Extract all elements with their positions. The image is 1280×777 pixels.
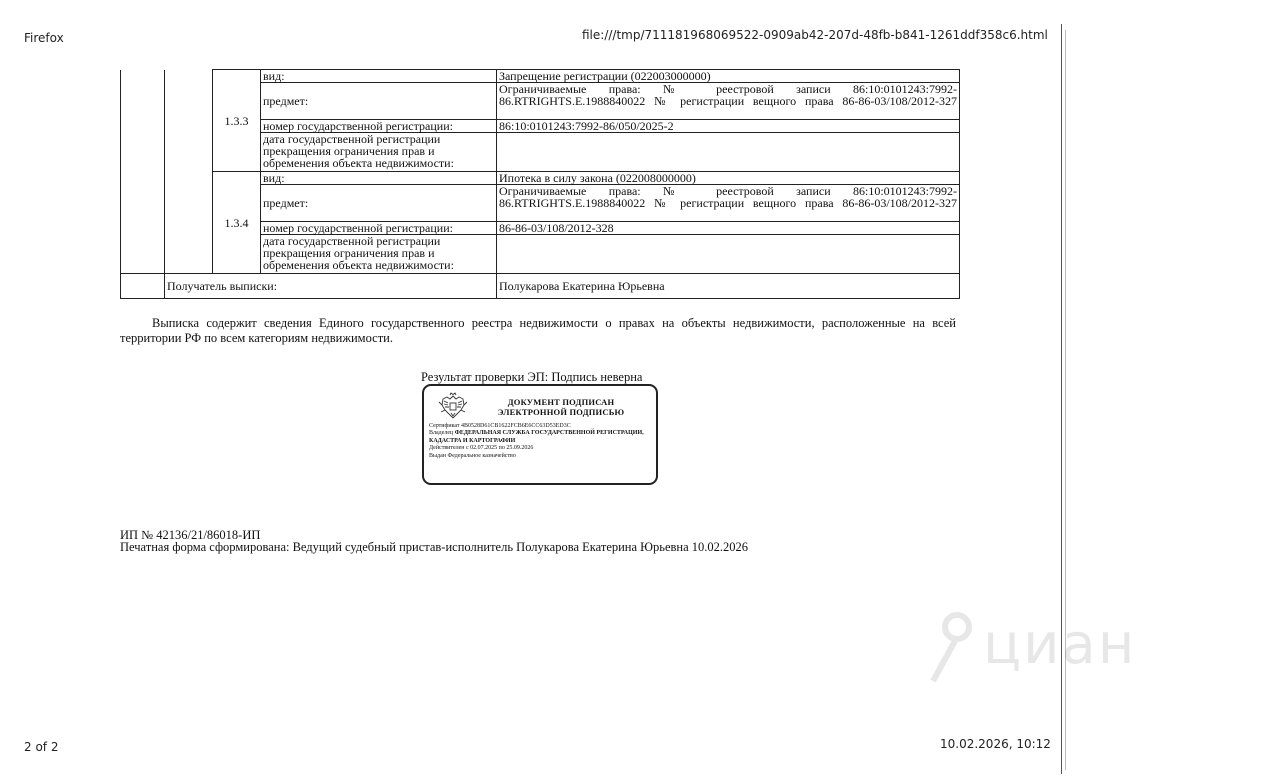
regnum-label: номер государственной регистрации: bbox=[261, 222, 497, 235]
entry-number: 1.3.3 bbox=[213, 70, 261, 172]
margin-cell bbox=[121, 70, 165, 274]
recipient-label: Получатель выписки: bbox=[165, 274, 497, 299]
section-cell bbox=[165, 70, 213, 274]
stamp-title-line2: ЭЛЕКТРОННОЙ ПОДПИСЬЮ bbox=[497, 407, 625, 417]
termination-value bbox=[497, 133, 960, 172]
owner-prefix: Владелец bbox=[429, 430, 454, 437]
stamp-title bbox=[476, 397, 646, 417]
table-row bbox=[121, 70, 960, 83]
stamp-title-line1: ДОКУМЕНТ ПОДПИСАН bbox=[507, 397, 615, 407]
subject-value: Ограничиваемые права: № реестровой записи 86:10:0101243:7992-86.RTRIGHTS.E.1988840022 № регистрации вещного права 86-86-03/108/2012-327 bbox=[497, 185, 960, 222]
certificate-id: Сертификат 4B0528D61CB1622FCB6E6CC63D53ED3C bbox=[429, 423, 571, 429]
subject-value: Ограничиваемые права: № реестровой записи 86:10:0101243:7992-86.RTRIGHTS.E.1988840022 № регистрации вещного права 86-86-03/108/2012-327 bbox=[497, 83, 960, 120]
page-counter: 2 of 2 bbox=[24, 740, 59, 754]
print-datetime: 10.02.2026, 10:12 bbox=[940, 737, 1051, 751]
page-edge-line bbox=[1061, 24, 1062, 774]
type-value: Ипотека в силу закона (022008000000) bbox=[497, 172, 960, 185]
regnum-label: номер государственной регистрации: bbox=[261, 120, 497, 133]
watermark bbox=[925, 607, 1145, 687]
case-number: ИП № 42136/21/86018-ИП bbox=[120, 528, 261, 542]
table-row bbox=[121, 172, 960, 185]
registry-table bbox=[120, 69, 960, 299]
electronic-signature-stamp bbox=[422, 384, 658, 485]
owner-name: ФЕДЕРАЛЬНАЯ СЛУЖБА ГОСУДАРСТВЕННОЙ РЕГИСТРАЦИИ, КАДАСТРА И КАРТОГРАФИИ bbox=[429, 430, 644, 444]
signature-check-result: Результат проверки ЭП: Подпись неверна bbox=[421, 370, 643, 384]
termination-label: дата государственной регистрации прекращения ограничения прав и обременения объекта недвижимости: bbox=[261, 133, 497, 172]
type-label: вид: bbox=[261, 172, 497, 185]
coat-of-arms-icon bbox=[438, 392, 468, 422]
summary-note: Выписка содержит сведения Единого государственного реестра недвижимости о правах на объекты недвижимости, расположенные на всей территории РФ по всем категориям недвижимости. bbox=[120, 316, 956, 345]
certificate-validity: Действителен с 02.07.2025 по 25.09.2026 bbox=[429, 445, 534, 452]
printed-by-line: Печатная форма сформирована: Ведущий судебный пристав-исполнитель Полукарова Екатерина Юрьевна 10.02.2026 bbox=[120, 540, 749, 554]
certificate-issuer: Выдан Федеральное казначейство bbox=[429, 452, 516, 459]
termination-label: дата государственной регистрации прекращения ограничения прав и обременения объекта недвижимости: bbox=[261, 235, 497, 274]
browser-name: Firefox bbox=[24, 31, 64, 45]
type-value: Запрещение регистрации (022003000000) bbox=[497, 70, 960, 83]
recipient-value: Полукарова Екатерина Юрьевна bbox=[497, 274, 960, 299]
watermark-text: циан bbox=[983, 612, 1137, 677]
stamp-details bbox=[429, 423, 653, 460]
subject-label: предмет: bbox=[261, 185, 497, 222]
location-pin-icon bbox=[925, 607, 975, 683]
entry-number: 1.3.4 bbox=[213, 172, 261, 274]
regnum-value: 86-86-03/108/2012-328 bbox=[497, 222, 960, 235]
file-url: file:///tmp/711181968069522-0909ab42-207d-48fb-b841-1261ddf358c6.html bbox=[582, 28, 1048, 42]
certificate-owner bbox=[429, 430, 653, 445]
termination-value bbox=[497, 235, 960, 274]
type-label: вид: bbox=[261, 70, 497, 83]
recipient-empty-cell bbox=[121, 274, 165, 299]
page-edge-line-outer bbox=[1065, 30, 1066, 770]
table-row bbox=[121, 274, 960, 299]
subject-label: предмет: bbox=[261, 83, 497, 120]
regnum-value: 86:10:0101243:7992-86/050/2025-2 bbox=[497, 120, 960, 133]
